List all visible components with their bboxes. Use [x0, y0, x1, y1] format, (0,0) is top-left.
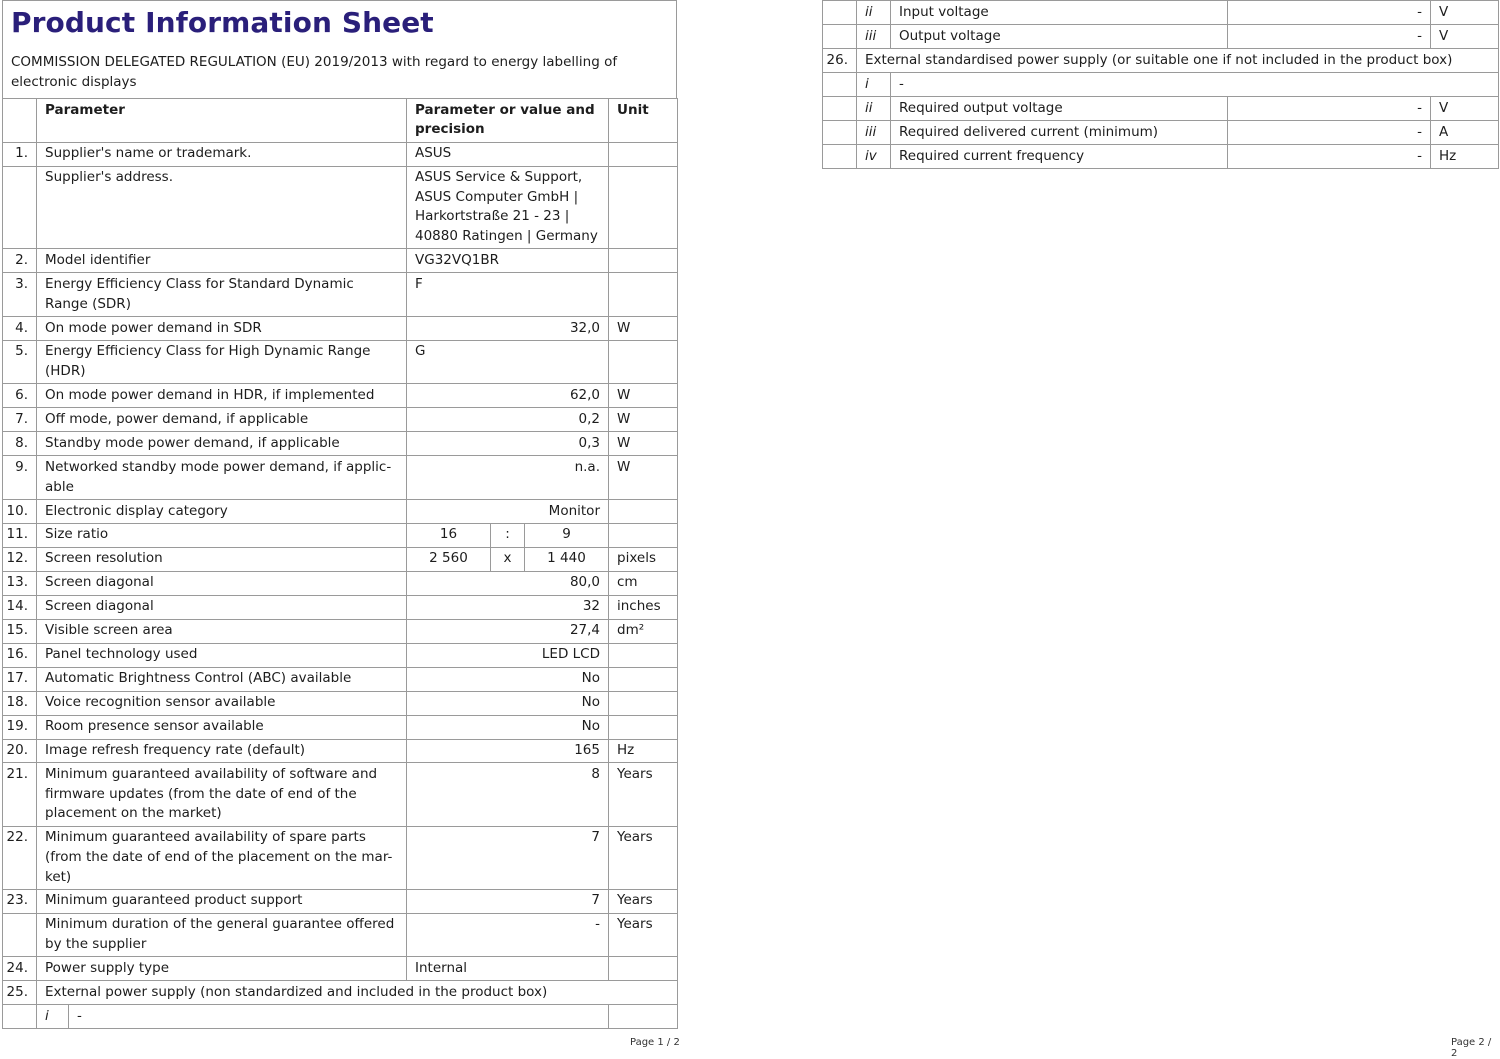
row-number: 7.: [3, 408, 37, 432]
row-parameter: On mode power demand in HDR, if implemented: [37, 384, 407, 408]
row-value: LED LCD: [407, 643, 609, 667]
header-num-cell: [3, 99, 37, 143]
row-unit: [609, 499, 678, 523]
row-parameter: -: [891, 72, 1499, 96]
row-number: [823, 96, 857, 120]
row-unit: [609, 249, 678, 273]
row-unit: V: [1431, 24, 1499, 48]
row-unit: [609, 715, 678, 739]
row-number: [823, 120, 857, 144]
row-value: No: [407, 667, 609, 691]
row-value: Internal: [407, 957, 609, 981]
row-value: n.a.: [407, 456, 609, 500]
row-value: 165: [407, 739, 609, 763]
row-unit: [609, 643, 678, 667]
row-value: No: [407, 715, 609, 739]
row-parameter: Supplier's address.: [37, 166, 407, 249]
row-number: 3.: [3, 273, 37, 317]
row-parameter: Screen resolution: [37, 547, 407, 571]
table-row: [3, 763, 678, 826]
row-unit: Years: [609, 763, 678, 826]
row-value: -: [1228, 144, 1431, 168]
table-row: [3, 643, 678, 667]
table-row: [3, 340, 678, 384]
row-unit: V: [1431, 1, 1499, 25]
table-row: [3, 384, 678, 408]
table-row: [3, 691, 678, 715]
table-row: [3, 571, 678, 595]
row-value: 7: [407, 826, 609, 889]
row-parameter: Output voltage: [891, 24, 1228, 48]
sub-item-label: ii: [857, 96, 891, 120]
row-unit: [609, 142, 678, 166]
row-unit: [609, 340, 678, 384]
row-parameter: Minimum duration of the general guarantee offered by the supplier: [37, 913, 407, 957]
row-unit: W: [609, 316, 678, 340]
table-row: [3, 1005, 678, 1029]
row-number: 26.: [823, 48, 857, 72]
row-unit: W: [609, 456, 678, 500]
table-row: [3, 826, 678, 889]
header-parameter: Parameter: [37, 99, 407, 143]
header-unit: Unit: [609, 99, 678, 143]
row-number: 12.: [3, 547, 37, 571]
table-row: [3, 957, 678, 981]
sub-item-label: iii: [857, 120, 891, 144]
row-number: [3, 166, 37, 249]
table-row: [3, 316, 678, 340]
row-number: 24.: [3, 957, 37, 981]
row-parameter: Energy Efficiency Class for Standard Dynamic Range (SDR): [37, 273, 407, 317]
row-number: 13.: [3, 571, 37, 595]
row-parameter: Minimum guaranteed product support: [37, 889, 407, 913]
row-unit: dm²: [609, 619, 678, 643]
row-unit: [609, 166, 678, 249]
row-number: 18.: [3, 691, 37, 715]
row-value: -: [1228, 24, 1431, 48]
table-row: [3, 523, 678, 547]
sub-item-label: iv: [857, 144, 891, 168]
row-value: VG32VQ1BR: [407, 249, 609, 273]
row-parameter: Model identifier: [37, 249, 407, 273]
page-footer-1: Page 1 / 2: [630, 1037, 680, 1048]
table-row: [3, 981, 678, 1005]
table-row: [3, 715, 678, 739]
row-number: 1.: [3, 142, 37, 166]
row-parameter: Image refresh frequency rate (default): [37, 739, 407, 763]
row-number: 22.: [3, 826, 37, 889]
row-unit: [609, 667, 678, 691]
table-row: [823, 72, 1499, 96]
row-parameter: Required output voltage: [891, 96, 1228, 120]
header-box: [2, 0, 677, 98]
table-row: [3, 889, 678, 913]
table-row: [3, 499, 678, 523]
row-parameter: External standardised power supply (or suitable one if not included in the product box): [857, 48, 1499, 72]
row-value: 80,0: [407, 571, 609, 595]
table-header-row: [3, 99, 678, 143]
table-row: [823, 1, 1499, 25]
table-row: [3, 249, 678, 273]
row-unit: Hz: [1431, 144, 1499, 168]
row-number: 9.: [3, 456, 37, 500]
row-unit: [609, 1005, 678, 1029]
row-value: 27,4: [407, 619, 609, 643]
row-unit: W: [609, 408, 678, 432]
row-value: 8: [407, 763, 609, 826]
row-number: 4.: [3, 316, 37, 340]
table-row: [3, 142, 678, 166]
row-number: 21.: [3, 763, 37, 826]
row-number: 6.: [3, 384, 37, 408]
row-value: 62,0: [407, 384, 609, 408]
row-value: 32: [407, 595, 609, 619]
row-parameter: Power supply type: [37, 957, 407, 981]
row-value: -: [1228, 1, 1431, 25]
power-supply-table: [822, 0, 1499, 169]
row-value: -: [407, 913, 609, 957]
page-2: [822, 0, 1498, 169]
row-number: 8.: [3, 432, 37, 456]
row-unit: W: [609, 432, 678, 456]
row-parameter: Networked standby mode power demand, if applic-able: [37, 456, 407, 500]
row-number: 15.: [3, 619, 37, 643]
table-row: [823, 120, 1499, 144]
page-1: [2, 0, 677, 1029]
row-parameter: Minimum guaranteed availability of spare parts (from the date of end of the placement on the mar-ket): [37, 826, 407, 889]
row-parameter: Screen diagonal: [37, 595, 407, 619]
table-row: [3, 166, 678, 249]
row-unit: W: [609, 384, 678, 408]
row-value: 32,0: [407, 316, 609, 340]
table-row: [823, 96, 1499, 120]
resolution-separator: x: [491, 547, 525, 571]
row-number: 14.: [3, 595, 37, 619]
sub-item-label: i: [37, 1005, 69, 1029]
row-unit: Years: [609, 889, 678, 913]
table-row: [3, 667, 678, 691]
row-unit: [609, 691, 678, 715]
row-unit: [609, 273, 678, 317]
table-row: [3, 619, 678, 643]
row-parameter: Automatic Brightness Control (ABC) available: [37, 667, 407, 691]
row-number: [823, 1, 857, 25]
table-row: [823, 24, 1499, 48]
table-row: [3, 432, 678, 456]
row-parameter: Panel technology used: [37, 643, 407, 667]
row-number: 2.: [3, 249, 37, 273]
row-parameter: Energy Efficiency Class for High Dynamic Range (HDR): [37, 340, 407, 384]
table-row: [3, 456, 678, 500]
row-parameter: Minimum guaranteed availability of software and firmware updates (from the date of end of the placement on the market): [37, 763, 407, 826]
row-unit: [609, 957, 678, 981]
row-unit: pixels: [609, 547, 678, 571]
row-value: 0,2: [407, 408, 609, 432]
table-row: [3, 913, 678, 957]
resolution-height-value: 1 440: [525, 547, 609, 571]
table-row: [823, 144, 1499, 168]
row-parameter: Voice recognition sensor available: [37, 691, 407, 715]
row-value: ASUS Service & Support, ASUS Computer GmbH | Harkortstraße 21 - 23 | 40880 Ratingen | Germany: [407, 166, 609, 249]
row-unit: V: [1431, 96, 1499, 120]
ratio-width-value: 16: [407, 523, 491, 547]
row-parameter: External power supply (non standardized and included in the product box): [37, 981, 678, 1005]
sub-item-label: iii: [857, 24, 891, 48]
row-number: 23.: [3, 889, 37, 913]
row-value: ASUS: [407, 142, 609, 166]
row-number: [823, 24, 857, 48]
row-number: [3, 913, 37, 957]
row-parameter: Visible screen area: [37, 619, 407, 643]
resolution-width-value: 2 560: [407, 547, 491, 571]
row-number: 11.: [3, 523, 37, 547]
row-value: 0,3: [407, 432, 609, 456]
table-row: [3, 547, 678, 571]
row-number: 20.: [3, 739, 37, 763]
row-value: 7: [407, 889, 609, 913]
row-parameter: Size ratio: [37, 523, 407, 547]
row-number: 25.: [3, 981, 37, 1005]
page-subtitle: COMMISSION DELEGATED REGULATION (EU) 2019/2013 with regard to energy labelling of electronic displays: [11, 54, 618, 90]
row-value: G: [407, 340, 609, 384]
row-number: [3, 1005, 37, 1029]
row-number: 19.: [3, 715, 37, 739]
row-parameter: Required delivered current (minimum): [891, 120, 1228, 144]
row-unit: cm: [609, 571, 678, 595]
table-row: [3, 408, 678, 432]
row-value: Monitor: [407, 499, 609, 523]
sub-item-label: ii: [857, 1, 891, 25]
row-unit: inches: [609, 595, 678, 619]
row-unit: Years: [609, 913, 678, 957]
row-parameter: Required current frequency: [891, 144, 1228, 168]
row-parameter: Supplier's name or trademark.: [37, 142, 407, 166]
sub-item-label: i: [857, 72, 891, 96]
row-value: -: [1228, 120, 1431, 144]
table-row: [823, 48, 1499, 72]
page-footer-2: Page 2 / 2: [1451, 1037, 1492, 1059]
row-number: [823, 72, 857, 96]
table-row: [3, 595, 678, 619]
table-row: [3, 739, 678, 763]
product-info-table: [2, 98, 678, 1029]
row-value: -: [69, 1005, 609, 1029]
ratio-height-value: 9: [525, 523, 609, 547]
ratio-separator: :: [491, 523, 525, 547]
row-parameter: Electronic display category: [37, 499, 407, 523]
row-value: -: [1228, 96, 1431, 120]
row-number: 10.: [3, 499, 37, 523]
row-unit: [609, 523, 678, 547]
row-parameter: Standby mode power demand, if applicable: [37, 432, 407, 456]
row-parameter: Screen diagonal: [37, 571, 407, 595]
row-parameter: Input voltage: [891, 1, 1228, 25]
row-unit: Hz: [609, 739, 678, 763]
row-unit: Years: [609, 826, 678, 889]
page-title: Product Information Sheet: [11, 6, 434, 39]
row-value: No: [407, 691, 609, 715]
row-value: F: [407, 273, 609, 317]
row-number: [823, 144, 857, 168]
row-number: 5.: [3, 340, 37, 384]
row-number: 16.: [3, 643, 37, 667]
header-value: Parameter or value and precision: [407, 99, 609, 143]
table-row: [3, 273, 678, 317]
row-parameter: On mode power demand in SDR: [37, 316, 407, 340]
row-parameter: Off mode, power demand, if applicable: [37, 408, 407, 432]
row-unit: A: [1431, 120, 1499, 144]
row-number: 17.: [3, 667, 37, 691]
row-parameter: Room presence sensor available: [37, 715, 407, 739]
